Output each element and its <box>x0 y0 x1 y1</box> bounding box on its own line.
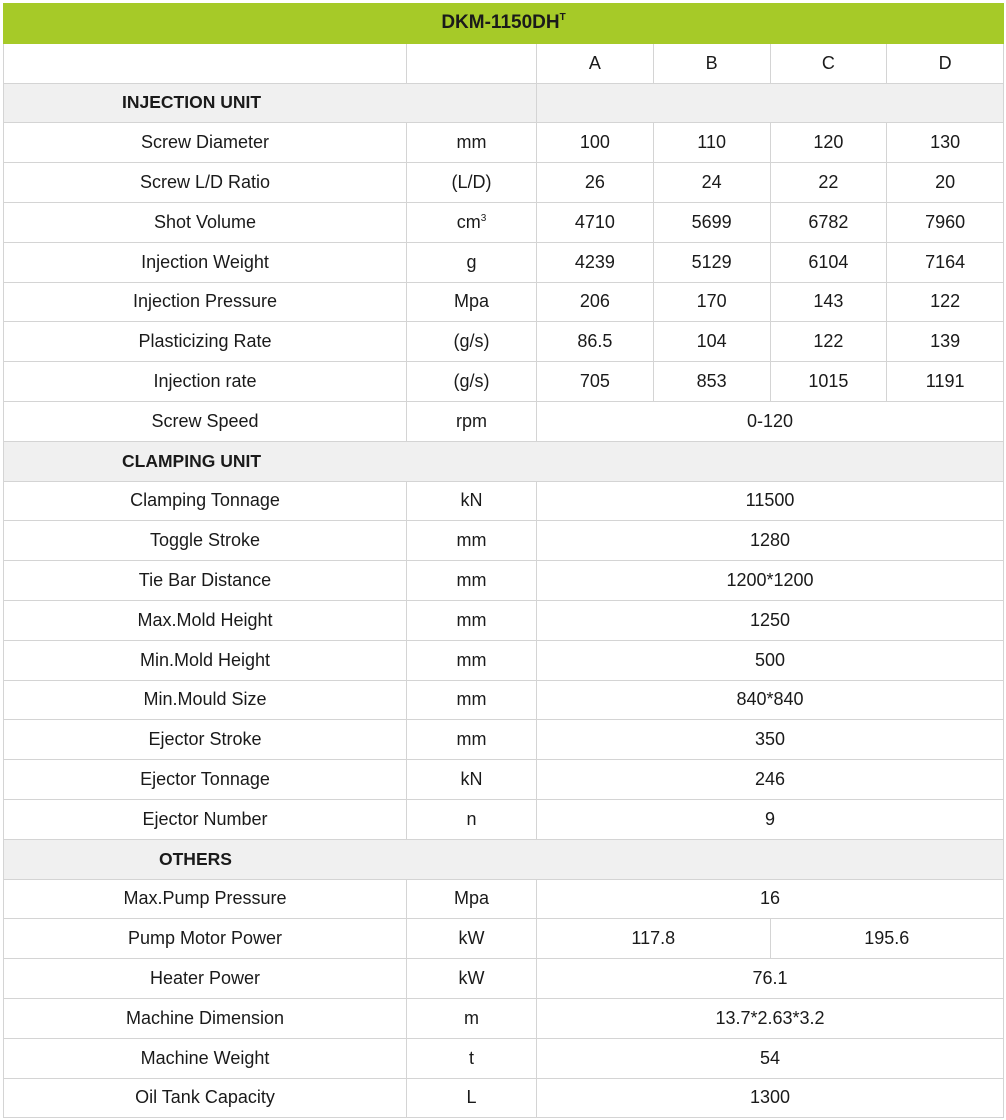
value-b: 24 <box>653 163 770 203</box>
param-name: Plasticizing Rate <box>4 322 407 362</box>
value-c: 143 <box>770 282 887 322</box>
column-header-c: C <box>770 43 887 83</box>
param-unit: Mpa <box>407 282 537 322</box>
table-row <box>4 242 1004 282</box>
param-unit: (g/s) <box>407 322 537 362</box>
param-unit: mm <box>407 123 537 163</box>
table-row <box>4 1038 1004 1078</box>
column-header-row <box>4 43 1004 83</box>
value-all: 840*840 <box>537 680 1004 720</box>
param-name: Shot Volume <box>4 202 407 242</box>
table-row <box>4 998 1004 1038</box>
table-row <box>4 760 1004 800</box>
table-row <box>4 401 1004 441</box>
param-name: Ejector Number <box>4 799 407 839</box>
unit-superscript: 3 <box>480 212 487 224</box>
param-name: Injection Pressure <box>4 282 407 322</box>
param-name: Max.Mold Height <box>4 600 407 640</box>
param-name: Pump Motor Power <box>4 919 407 959</box>
value-d: 122 <box>887 282 1004 322</box>
table-row <box>4 481 1004 521</box>
param-name: Ejector Stroke <box>4 720 407 760</box>
param-unit: mm <box>407 640 537 680</box>
param-unit: kN <box>407 760 537 800</box>
value-a: 206 <box>537 282 654 322</box>
value-all: 16 <box>537 879 1004 919</box>
value-all: 1300 <box>537 1078 1004 1118</box>
param-name: Screw Diameter <box>4 123 407 163</box>
value-all: 13.7*2.63*3.2 <box>537 998 1004 1038</box>
value-a: 86.5 <box>537 322 654 362</box>
table-row <box>4 600 1004 640</box>
param-unit: kN <box>407 481 537 521</box>
section-row-clamping <box>4 441 1004 481</box>
table-row <box>4 163 1004 203</box>
param-name: Min.Mold Height <box>4 640 407 680</box>
value-c: 6104 <box>770 242 887 282</box>
table-row <box>4 1078 1004 1118</box>
param-unit: mm <box>407 720 537 760</box>
model-suffix: T <box>559 12 566 24</box>
param-unit: (g/s) <box>407 362 537 402</box>
value-all: 0-120 <box>537 401 1004 441</box>
model-name: DKM-1150DH <box>441 12 560 34</box>
spec-table <box>3 3 1004 1118</box>
value-c: 122 <box>770 322 887 362</box>
value-a: 4710 <box>537 202 654 242</box>
param-unit: m <box>407 998 537 1038</box>
table-row <box>4 799 1004 839</box>
param-name: Screw L/D Ratio <box>4 163 407 203</box>
value-d: 7164 <box>887 242 1004 282</box>
column-header-b: B <box>653 43 770 83</box>
section-fill <box>537 83 1004 123</box>
table-row <box>4 282 1004 322</box>
table-row <box>4 561 1004 601</box>
param-name: Min.Mould Size <box>4 680 407 720</box>
table-row <box>4 123 1004 163</box>
value-ab: 117.8 <box>537 919 771 959</box>
table-title <box>4 4 1004 44</box>
param-unit: mm <box>407 600 537 640</box>
param-unit: kW <box>407 959 537 999</box>
param-unit: t <box>407 1038 537 1078</box>
value-cd: 195.6 <box>770 919 1004 959</box>
param-unit: mm <box>407 680 537 720</box>
param-name: Machine Weight <box>4 1038 407 1078</box>
section-row-injection <box>4 83 1004 123</box>
param-unit: g <box>407 242 537 282</box>
param-unit: mm <box>407 561 537 601</box>
value-a: 100 <box>537 123 654 163</box>
table-row <box>4 919 1004 959</box>
title-row <box>4 4 1004 44</box>
param-name: Max.Pump Pressure <box>4 879 407 919</box>
value-a: 705 <box>537 362 654 402</box>
param-unit: mm <box>407 521 537 561</box>
value-c: 6782 <box>770 202 887 242</box>
value-all: 54 <box>537 1038 1004 1078</box>
value-all: 1200*1200 <box>537 561 1004 601</box>
section-title-others: OTHERS <box>4 839 1004 879</box>
table-row <box>4 362 1004 402</box>
value-all: 1250 <box>537 600 1004 640</box>
value-c: 1015 <box>770 362 887 402</box>
value-d: 139 <box>887 322 1004 362</box>
value-a: 26 <box>537 163 654 203</box>
value-d: 20 <box>887 163 1004 203</box>
param-unit: L <box>407 1078 537 1118</box>
param-unit: n <box>407 799 537 839</box>
table-row <box>4 640 1004 680</box>
param-name: Screw Speed <box>4 401 407 441</box>
param-unit: Mpa <box>407 879 537 919</box>
section-row-others <box>4 839 1004 879</box>
param-name: Machine Dimension <box>4 998 407 1038</box>
param-name: Injection rate <box>4 362 407 402</box>
param-name: Ejector Tonnage <box>4 760 407 800</box>
header-unit-blank <box>407 43 537 83</box>
value-all: 11500 <box>537 481 1004 521</box>
table-row <box>4 720 1004 760</box>
table-row <box>4 959 1004 999</box>
table-row <box>4 521 1004 561</box>
value-all: 500 <box>537 640 1004 680</box>
param-name: Clamping Tonnage <box>4 481 407 521</box>
column-header-d: D <box>887 43 1004 83</box>
param-unit: rpm <box>407 401 537 441</box>
table-row <box>4 322 1004 362</box>
unit-text: cm <box>456 211 481 232</box>
param-name: Injection Weight <box>4 242 407 282</box>
value-b: 5129 <box>653 242 770 282</box>
table-row <box>4 680 1004 720</box>
header-blank <box>4 43 407 83</box>
param-unit <box>407 202 537 242</box>
section-title-clamping-unit: CLAMPING UNIT <box>4 441 1004 481</box>
section-title-injection-unit: INJECTION UNIT <box>4 83 537 123</box>
value-b: 110 <box>653 123 770 163</box>
table-row <box>4 202 1004 242</box>
value-all: 76.1 <box>537 959 1004 999</box>
value-b: 5699 <box>653 202 770 242</box>
value-b: 853 <box>653 362 770 402</box>
param-unit: kW <box>407 919 537 959</box>
value-all: 350 <box>537 720 1004 760</box>
column-header-a: A <box>537 43 654 83</box>
table-row <box>4 879 1004 919</box>
param-name: Heater Power <box>4 959 407 999</box>
value-d: 7960 <box>887 202 1004 242</box>
param-name: Tie Bar Distance <box>4 561 407 601</box>
param-unit: (L/D) <box>407 163 537 203</box>
value-all: 246 <box>537 760 1004 800</box>
value-b: 104 <box>653 322 770 362</box>
value-d: 1191 <box>887 362 1004 402</box>
value-b: 170 <box>653 282 770 322</box>
value-a: 4239 <box>537 242 654 282</box>
value-all: 9 <box>537 799 1004 839</box>
value-d: 130 <box>887 123 1004 163</box>
value-c: 120 <box>770 123 887 163</box>
value-c: 22 <box>770 163 887 203</box>
value-all: 1280 <box>537 521 1004 561</box>
param-name: Oil Tank Capacity <box>4 1078 407 1118</box>
param-name: Toggle Stroke <box>4 521 407 561</box>
